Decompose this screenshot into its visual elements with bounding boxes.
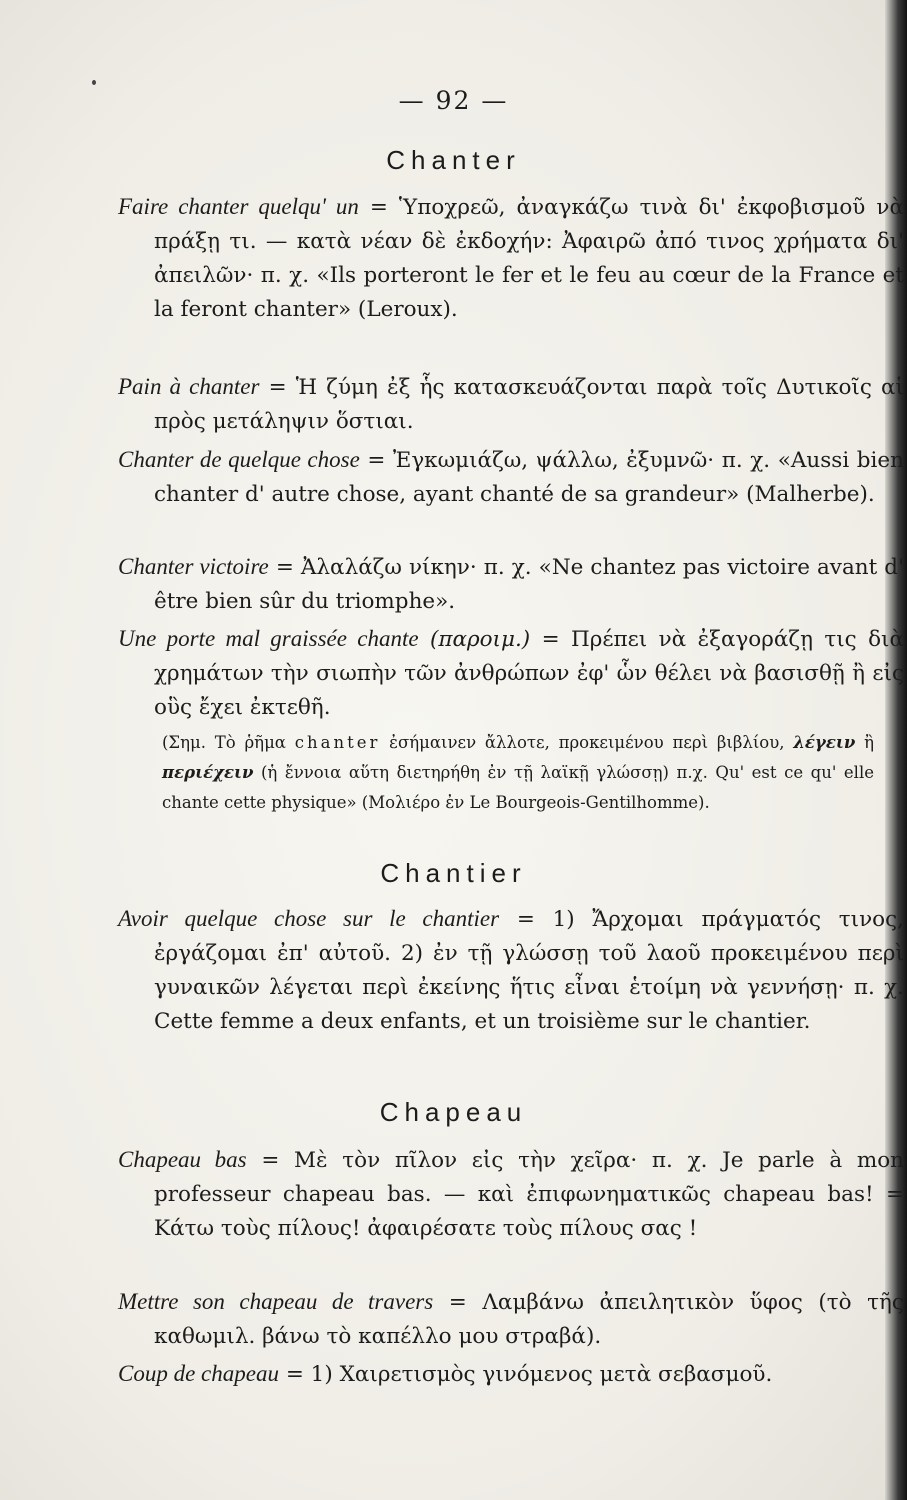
note-keyword: περιέχειν <box>162 763 254 782</box>
entry-chanter-de-quelque-chose <box>118 443 904 512</box>
entry-coup-de-chapeau <box>118 1357 904 1392</box>
entry-term: Chanter victoire <box>118 554 269 579</box>
entry-une-porte <box>118 622 904 725</box>
note-text: (ἡ ἔννοια αὕτη διετηρήθη ἐν τῇ λαϊκῇ γλώσσῃ) π.χ. Qu' est ce qu' elle chante cette physique» (Μολιέρο ἐν Le Bourgeois-Gentilhomme). <box>162 763 874 812</box>
entry-qualifier: (παροιμ.) <box>429 627 531 652</box>
ink-speck <box>92 80 96 85</box>
entry-definition: = Ἐγκωμιάζω, ψάλλω, ἐξυμνῶ· π. χ. «Aussi bien chanter d' autre chose, ayant chanté de sa grandeur» (Malherbe). <box>154 448 904 507</box>
entry-avoir-quelque-chose <box>118 902 904 1039</box>
entry-definition: = Ἀλαλάζω νίκην· π. χ. «Ne chantez pas victoire avant d' être bien sûr du triomphe». <box>154 555 904 614</box>
entry-term: Coup de chapeau <box>118 1361 279 1386</box>
note-text: ἐσήμαινεν ἄλλοτε, προκειμένου περὶ βιβλίου, <box>389 733 785 752</box>
entry-definition: = Λαμβάνω ἀπειλητικὸν ὕφος (τὸ τῆς καθωμιλ. βάνω τὸ καπέλλο μου στραβά). <box>154 1290 904 1349</box>
entry-term: Chanter de quelque chose <box>118 447 360 472</box>
entry-definition: = Ὑποχρεῶ, ἀναγκάζω τινὰ δι' ἐκφοβισμοῦ νὰ πράξῃ τι. — κατὰ νέαν δὲ ἐκδοχήν: Ἀφαιρῶ ἀπό τινος χρήματα δι' ἀπειλῶν· π. χ. «Ils porteront le fer et le feu au cœur de la France et la feront chanter» (Leroux). <box>154 195 904 322</box>
entry-term: Une porte mal graissée chante <box>118 626 419 651</box>
grammar-note <box>162 728 874 818</box>
entry-faire-chanter <box>118 190 904 327</box>
entry-definition: = Πρέπει νὰ ἐξαγοράζῃ τις διὰ χρημάτων τὴν σιωπὴν τῶν ἀνθρώπων ἐφ' ὧν θέλει νὰ βασισθῇ ἢ εἰς οὓς ἔχει ἐκτεθῆ. <box>154 627 904 720</box>
note-keyword: chanter <box>294 733 381 752</box>
entry-definition: = Μὲ τὸν πῖλον εἰς τὴν χεῖρα· π. χ. Je parle à mon professeur chapeau bas. — καὶ ἐπιφωνηματικῶς chapeau bas! = Κάτω τοὺς πίλους! ἀφαιρέσατε τοὺς πίλους σας ! <box>154 1148 905 1241</box>
section-heading-chapeau: Chapeau <box>379 1097 528 1127</box>
entry-definition: = 1) Χαιρετισμὸς γινόμενος μετὰ σεβασμοῦ. <box>285 1362 773 1387</box>
entry-definition: = 1) Ἄρχομαι πράγματός τινος, ἐργάζομαι ἐπ' αὐτοῦ. 2) ἐν τῇ γλώσσῃ τοῦ λαοῦ προκειμένου περὶ γυναικῶν λέγεται περὶ ἐκείνης ἥτις εἶναι ἑτοίμη νὰ γεννήσῃ· π. χ. Cette femme a deux enfants, et un troisième sur le chantier. <box>154 907 904 1034</box>
page-number: — 92 — <box>398 86 509 115</box>
entry-term: Pain à chanter <box>118 374 260 399</box>
entry-chanter-victoire <box>118 550 904 619</box>
entry-term: Avoir quelque chose sur le chantier <box>118 906 500 931</box>
entry-chapeau-bas <box>118 1143 904 1246</box>
entry-term: Mettre son chapeau de travers <box>118 1289 434 1314</box>
note-text: ἢ <box>864 733 874 752</box>
note-keyword: λέγειν <box>793 733 856 752</box>
entry-term: Chapeau bas <box>118 1147 247 1172</box>
entry-mettre-son-chapeau <box>118 1285 904 1354</box>
entry-pain-a-chanter <box>118 370 904 439</box>
section-heading-chantier: Chantier <box>380 858 527 888</box>
section-heading-chanter: Chanter <box>386 145 521 175</box>
entry-definition: = Ἡ ζύμη ἐξ ἧς κατασκευάζονται παρὰ τοῖς Δυτικοῖς αἱ πρὸς μετάληψιν ὅστιαι. <box>154 375 904 434</box>
entry-term: Faire chanter quelqu' un <box>118 194 359 219</box>
note-text: (Σημ. Τὸ ῥῆμα <box>162 733 286 752</box>
